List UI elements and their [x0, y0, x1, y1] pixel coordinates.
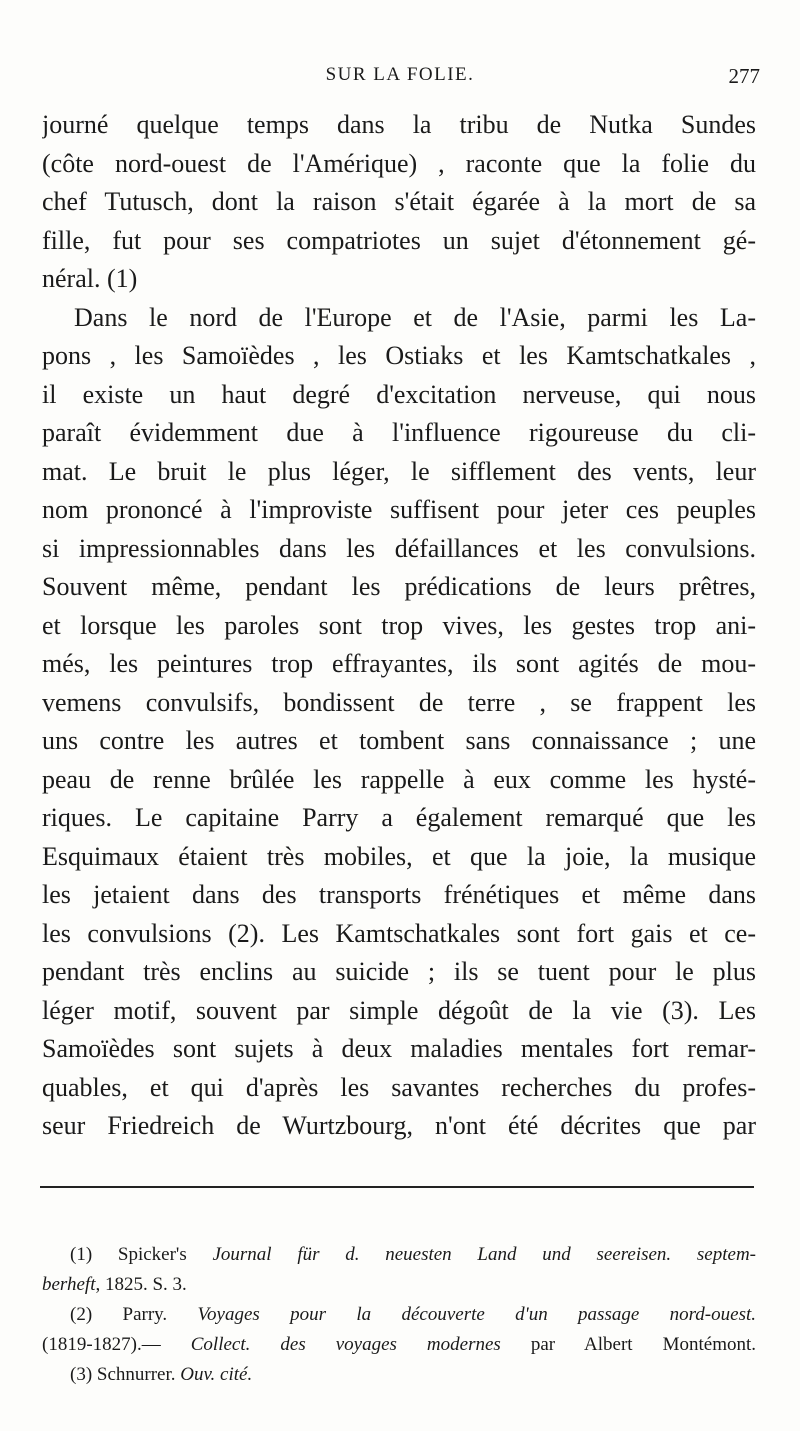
text-line: fille, fut pour ses compatriotes un sujet d'étonnement gé- [42, 225, 756, 255]
footnote-1-date: , 1825. S. 3. [95, 1274, 187, 1295]
text-line: paraît évidemment due à l'influence rigoureuse du cli- [42, 418, 756, 447]
footnote-2-line-2 [42, 1330, 756, 1360]
text-line: et lorsque les paroles sont trop vives, les gestes trop ani- [42, 610, 756, 640]
text-line: Dans le nord de l'Europe et de l'Asie, parmi les La- [74, 302, 756, 332]
text-line: Souvent même, pendant les prédications de leurs prêtres, [42, 572, 756, 601]
text-line: léger motif, souvent par simple dégoût de la vie (3). Les [42, 995, 756, 1025]
footnote-3-author: (3) Schnurrer. [70, 1364, 181, 1385]
text-line: nom prononcé à l'improviste suffisent pour jeter ces peuples [42, 495, 756, 524]
footnote-2-author: (2) Parry. [70, 1304, 198, 1325]
text-line: Samoïèdes sont sujets à deux maladies mentales fort remar- [42, 1034, 756, 1063]
text-line: pendant très enclins au suicide ; ils se tuent pour le plus [42, 957, 756, 986]
footnote-2-title: Voyages pour la découverte d'un passage nord-ouest. [197, 1304, 756, 1325]
text-line: peau de renne brûlée les rappelle à eux comme les hysté- [42, 764, 756, 794]
text-line: més, les peintures trop effrayantes, ils sont agités de mou- [42, 649, 756, 678]
text-line: vemens convulsifs, bondissent de terre , se frappent les [42, 687, 756, 717]
text-line: mat. Le bruit le plus léger, le sifflement des vents, leur [42, 456, 756, 486]
text-line: quables, et qui d'après les savantes recherches du profes- [42, 1072, 756, 1102]
footnote-2-dates: (1819-1827).— [42, 1334, 191, 1355]
body-text [42, 106, 756, 1146]
footnote-1-line-1 [42, 1240, 756, 1270]
text-line: il existe un haut degré d'excitation nerveuse, qui nous [42, 379, 756, 409]
footnote-3 [42, 1360, 756, 1390]
text-line: les jetaient dans des transports frénétiques et même dans [42, 880, 756, 909]
text-line: journé quelque temps dans la tribu de Nutka Sundes [42, 110, 756, 139]
footnote-2-line-1 [42, 1300, 756, 1330]
page-number: 277 [728, 64, 760, 88]
text-line: les convulsions (2). Les Kamtschatkales sont fort gais et ce- [42, 918, 756, 948]
text-line: chef Tutusch, dont la raison s'était égarée à la mort de sa [42, 187, 756, 216]
footnotes [42, 1240, 756, 1390]
text-line: riques. Le capitaine Parry a également remarqué que les [42, 803, 756, 832]
text-line: (côte nord-ouest de l'Amérique) , raconte que la folie du [42, 148, 756, 178]
text-line: si impressionnables dans les défaillances et les convulsions. [42, 533, 756, 563]
text-line: pons , les Samoïèdes , les Ostiaks et les Kamtschatkales , [42, 341, 756, 370]
footnote-1-line-2 [42, 1270, 756, 1300]
footnote-1-author: (1) Spicker's [70, 1244, 213, 1265]
text-line: uns contre les autres et tombent sans connaissance ; une [42, 726, 756, 755]
footnote-separator-rule [40, 1186, 754, 1188]
text-line: Esquimaux étaient très mobiles, et que la joie, la musique [42, 841, 756, 871]
text-line: néral. (1) [42, 264, 138, 293]
footnote-1-title: Journal für d. neuesten Land und seereisen. septem- [212, 1244, 756, 1265]
footnote-2-collection: Collect. des voyages modernes [190, 1334, 501, 1355]
footnote-1-title-cont: berheft [42, 1274, 96, 1295]
footnote-3-ref: Ouv. cité. [180, 1364, 253, 1385]
running-head: SUR LA FOLIE. [325, 64, 475, 85]
page-header [40, 64, 760, 100]
footnote-2-editor: par Albert Montémont. [500, 1334, 756, 1355]
text-line: seur Friedreich de Wurtzbourg, n'ont été décrites que par [42, 1111, 756, 1140]
